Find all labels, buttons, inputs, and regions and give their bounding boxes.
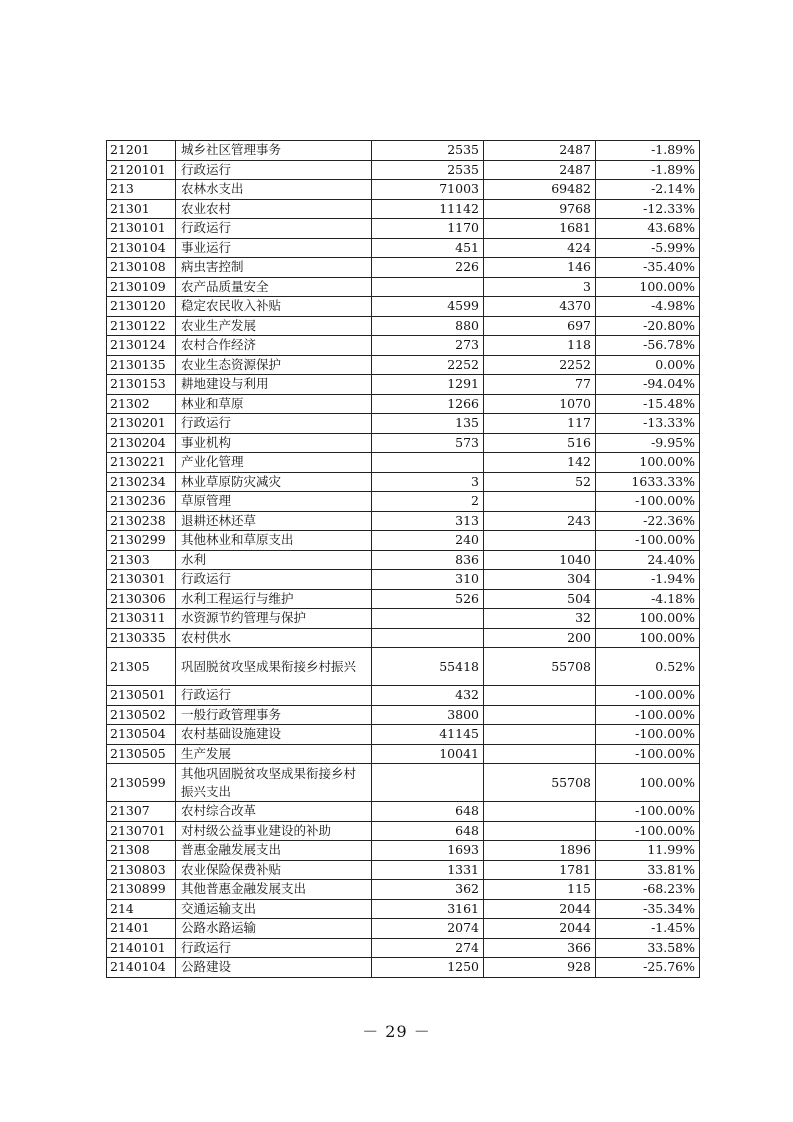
cell-change: -5.99% [596, 238, 700, 258]
table-row [107, 589, 700, 609]
cell-value-a [372, 764, 484, 802]
table-row [107, 705, 700, 725]
table-row [107, 180, 700, 200]
table-row [107, 841, 700, 861]
cell-code: 21305 [107, 648, 176, 686]
cell-value-a: 55418 [372, 648, 484, 686]
cell-code: 2130599 [107, 764, 176, 802]
cell-value-b: 3 [484, 277, 596, 297]
cell-value-b: 697 [484, 316, 596, 336]
cell-value-b: 516 [484, 433, 596, 453]
cell-code: 2130899 [107, 880, 176, 900]
cell-value-a: 3161 [372, 899, 484, 919]
cell-change: 0.00% [596, 355, 700, 375]
cell-change: -100.00% [596, 725, 700, 745]
cell-name: 退耕还林还草 [176, 511, 372, 531]
cell-change: -1.45% [596, 919, 700, 939]
cell-change: -4.18% [596, 589, 700, 609]
cell-name: 农村供水 [176, 628, 372, 648]
cell-value-b [484, 744, 596, 764]
cell-value-b: 928 [484, 958, 596, 978]
cell-value-b [484, 705, 596, 725]
cell-change: -100.00% [596, 531, 700, 551]
cell-code: 2130505 [107, 744, 176, 764]
table-row [107, 550, 700, 570]
cell-name: 稳定农民收入补贴 [176, 297, 372, 317]
table-row [107, 648, 700, 686]
cell-value-a: 10041 [372, 744, 484, 764]
cell-name: 农村基础设施建设 [176, 725, 372, 745]
cell-name: 林业草原防灾减灾 [176, 472, 372, 492]
cell-change: -20.80% [596, 316, 700, 336]
cell-code: 2130120 [107, 297, 176, 317]
cell-change: -1.89% [596, 160, 700, 180]
cell-value-a [372, 453, 484, 473]
table-row [107, 258, 700, 278]
table-row [107, 336, 700, 356]
table-row [107, 238, 700, 258]
table-row [107, 355, 700, 375]
cell-value-b: 9768 [484, 199, 596, 219]
cell-value-b: 115 [484, 880, 596, 900]
cell-change: -1.94% [596, 570, 700, 590]
cell-change: 33.58% [596, 938, 700, 958]
cell-change: 43.68% [596, 219, 700, 239]
cell-value-b: 1896 [484, 841, 596, 861]
cell-change: -56.78% [596, 336, 700, 356]
cell-name: 耕地建设与利用 [176, 375, 372, 395]
cell-value-b: 1681 [484, 219, 596, 239]
cell-value-a: 648 [372, 821, 484, 841]
table-row [107, 899, 700, 919]
cell-value-b: 32 [484, 609, 596, 629]
cell-name: 农业农村 [176, 199, 372, 219]
cell-value-a: 451 [372, 238, 484, 258]
cell-value-b: 2044 [484, 899, 596, 919]
cell-code: 21301 [107, 199, 176, 219]
cell-value-a [372, 609, 484, 629]
cell-code: 213 [107, 180, 176, 200]
cell-name: 城乡社区管理事务 [176, 141, 372, 161]
cell-value-b [484, 802, 596, 822]
cell-value-a [372, 277, 484, 297]
cell-value-a: 240 [372, 531, 484, 551]
table-row [107, 821, 700, 841]
cell-name: 行政运行 [176, 938, 372, 958]
cell-code: 2130104 [107, 238, 176, 258]
cell-value-a: 2535 [372, 141, 484, 161]
cell-name: 行政运行 [176, 219, 372, 239]
cell-code: 2130124 [107, 336, 176, 356]
cell-code: 2130153 [107, 375, 176, 395]
table-row [107, 938, 700, 958]
cell-code: 2130504 [107, 725, 176, 745]
cell-code: 2130221 [107, 453, 176, 473]
cell-code: 21307 [107, 802, 176, 822]
cell-value-a: 1250 [372, 958, 484, 978]
cell-value-b [484, 492, 596, 512]
table-row [107, 686, 700, 706]
cell-code: 2130701 [107, 821, 176, 841]
cell-value-b: 366 [484, 938, 596, 958]
cell-change: -15.48% [596, 394, 700, 414]
cell-value-a: 648 [372, 802, 484, 822]
cell-value-a: 2252 [372, 355, 484, 375]
cell-name: 其他林业和草原支出 [176, 531, 372, 551]
table-row [107, 219, 700, 239]
cell-value-a: 1331 [372, 860, 484, 880]
cell-value-a: 4599 [372, 297, 484, 317]
cell-value-b: 55708 [484, 648, 596, 686]
table-row [107, 297, 700, 317]
cell-value-a: 226 [372, 258, 484, 278]
cell-value-b: 2487 [484, 141, 596, 161]
cell-value-a: 1291 [372, 375, 484, 395]
cell-change: 100.00% [596, 764, 700, 802]
cell-code: 21302 [107, 394, 176, 414]
cell-value-b [484, 821, 596, 841]
cell-value-b: 55708 [484, 764, 596, 802]
table-body [107, 141, 700, 978]
cell-value-b: 504 [484, 589, 596, 609]
cell-code: 21308 [107, 841, 176, 861]
cell-code: 2130306 [107, 589, 176, 609]
cell-code: 21303 [107, 550, 176, 570]
cell-value-b: 142 [484, 453, 596, 473]
cell-name: 农村合作经济 [176, 336, 372, 356]
table-row [107, 628, 700, 648]
cell-name: 行政运行 [176, 414, 372, 434]
cell-value-b [484, 725, 596, 745]
table-row [107, 277, 700, 297]
table-row [107, 453, 700, 473]
cell-code: 2130803 [107, 860, 176, 880]
cell-change: -22.36% [596, 511, 700, 531]
cell-code: 21401 [107, 919, 176, 939]
cell-name: 公路水路运输 [176, 919, 372, 939]
cell-code: 2130204 [107, 433, 176, 453]
cell-name: 其他巩固脱贫攻坚成果衔接乡村振兴支出 [176, 764, 372, 802]
cell-name: 普惠金融发展支出 [176, 841, 372, 861]
cell-change: -25.76% [596, 958, 700, 978]
cell-change: 100.00% [596, 628, 700, 648]
cell-value-b: 2044 [484, 919, 596, 939]
table-row [107, 570, 700, 590]
cell-name: 公路建设 [176, 958, 372, 978]
cell-value-a: 1693 [372, 841, 484, 861]
page-number: － 29 － [362, 1022, 431, 1041]
cell-value-b: 1781 [484, 860, 596, 880]
cell-name: 草原管理 [176, 492, 372, 512]
cell-name: 病虫害控制 [176, 258, 372, 278]
cell-code: 2130122 [107, 316, 176, 336]
table-row [107, 492, 700, 512]
table-row [107, 802, 700, 822]
cell-change: 24.40% [596, 550, 700, 570]
cell-code: 2130238 [107, 511, 176, 531]
cell-code: 2130501 [107, 686, 176, 706]
cell-change: 11.99% [596, 841, 700, 861]
cell-value-a: 71003 [372, 180, 484, 200]
cell-code: 2130109 [107, 277, 176, 297]
table-row [107, 958, 700, 978]
cell-name: 生产发展 [176, 744, 372, 764]
cell-change: -100.00% [596, 744, 700, 764]
cell-name: 行政运行 [176, 686, 372, 706]
cell-change: -94.04% [596, 375, 700, 395]
cell-change: -2.14% [596, 180, 700, 200]
cell-value-a: 274 [372, 938, 484, 958]
cell-value-b: 2487 [484, 160, 596, 180]
cell-name: 农业保险保费补贴 [176, 860, 372, 880]
cell-name: 农业生产发展 [176, 316, 372, 336]
cell-value-a: 880 [372, 316, 484, 336]
cell-value-b: 1070 [484, 394, 596, 414]
cell-change: -35.34% [596, 899, 700, 919]
table-row [107, 160, 700, 180]
cell-code: 2130236 [107, 492, 176, 512]
table-row [107, 725, 700, 745]
table-row [107, 375, 700, 395]
cell-change: -100.00% [596, 802, 700, 822]
cell-change: -68.23% [596, 880, 700, 900]
cell-code: 21201 [107, 141, 176, 161]
cell-code: 2120101 [107, 160, 176, 180]
cell-value-b: 200 [484, 628, 596, 648]
cell-code: 214 [107, 899, 176, 919]
cell-value-a: 836 [372, 550, 484, 570]
cell-value-a: 1266 [372, 394, 484, 414]
table-row [107, 511, 700, 531]
cell-value-b: 304 [484, 570, 596, 590]
table-row [107, 764, 700, 802]
table-row [107, 433, 700, 453]
table-row [107, 199, 700, 219]
cell-name: 水资源节约管理与保护 [176, 609, 372, 629]
cell-name: 农业生态资源保护 [176, 355, 372, 375]
table-row [107, 744, 700, 764]
budget-table [106, 140, 700, 978]
table-row [107, 394, 700, 414]
table-row [107, 609, 700, 629]
cell-value-b: 69482 [484, 180, 596, 200]
cell-value-b: 2252 [484, 355, 596, 375]
table-row [107, 316, 700, 336]
cell-value-a: 3 [372, 472, 484, 492]
cell-code: 2140101 [107, 938, 176, 958]
table-row [107, 880, 700, 900]
cell-code: 2130311 [107, 609, 176, 629]
cell-name: 农林水支出 [176, 180, 372, 200]
cell-value-b: 117 [484, 414, 596, 434]
cell-name: 产业化管理 [176, 453, 372, 473]
cell-change: 1633.33% [596, 472, 700, 492]
table-row [107, 141, 700, 161]
cell-value-b: 77 [484, 375, 596, 395]
cell-change: -100.00% [596, 492, 700, 512]
cell-name: 行政运行 [176, 160, 372, 180]
cell-change: -35.40% [596, 258, 700, 278]
cell-code: 2130299 [107, 531, 176, 551]
cell-name: 事业运行 [176, 238, 372, 258]
cell-change: 0.52% [596, 648, 700, 686]
cell-change: -4.98% [596, 297, 700, 317]
cell-code: 2140104 [107, 958, 176, 978]
cell-change: -12.33% [596, 199, 700, 219]
cell-value-a: 2074 [372, 919, 484, 939]
table-row [107, 531, 700, 551]
cell-code: 2130135 [107, 355, 176, 375]
cell-value-a: 11142 [372, 199, 484, 219]
cell-value-b [484, 686, 596, 706]
cell-code: 2130201 [107, 414, 176, 434]
cell-value-b: 424 [484, 238, 596, 258]
cell-value-a: 310 [372, 570, 484, 590]
cell-name: 水利工程运行与维护 [176, 589, 372, 609]
cell-value-b: 4370 [484, 297, 596, 317]
cell-change: -100.00% [596, 686, 700, 706]
cell-name: 事业机构 [176, 433, 372, 453]
cell-change: 100.00% [596, 453, 700, 473]
cell-name: 农产品质量安全 [176, 277, 372, 297]
cell-code: 2130234 [107, 472, 176, 492]
cell-change: -9.95% [596, 433, 700, 453]
cell-change: 33.81% [596, 860, 700, 880]
cell-value-b: 52 [484, 472, 596, 492]
cell-name: 其他普惠金融发展支出 [176, 880, 372, 900]
cell-change: -100.00% [596, 705, 700, 725]
cell-value-a: 1170 [372, 219, 484, 239]
cell-value-a: 41145 [372, 725, 484, 745]
cell-value-b: 243 [484, 511, 596, 531]
cell-value-a: 313 [372, 511, 484, 531]
cell-value-a: 432 [372, 686, 484, 706]
table-row [107, 860, 700, 880]
cell-value-a: 2 [372, 492, 484, 512]
cell-code: 2130502 [107, 705, 176, 725]
cell-code: 2130301 [107, 570, 176, 590]
cell-change: -100.00% [596, 821, 700, 841]
cell-name: 林业和草原 [176, 394, 372, 414]
cell-change: 100.00% [596, 609, 700, 629]
cell-value-b: 118 [484, 336, 596, 356]
cell-code: 2130335 [107, 628, 176, 648]
cell-value-a: 526 [372, 589, 484, 609]
cell-value-a: 135 [372, 414, 484, 434]
cell-name: 水利 [176, 550, 372, 570]
cell-name: 对村级公益事业建设的补助 [176, 821, 372, 841]
table-row [107, 919, 700, 939]
cell-value-b: 1040 [484, 550, 596, 570]
cell-code: 2130101 [107, 219, 176, 239]
cell-name: 行政运行 [176, 570, 372, 590]
cell-name: 交通运输支出 [176, 899, 372, 919]
cell-value-a: 2535 [372, 160, 484, 180]
cell-value-a: 573 [372, 433, 484, 453]
cell-value-b: 146 [484, 258, 596, 278]
cell-change: 100.00% [596, 277, 700, 297]
cell-value-b [484, 531, 596, 551]
cell-value-a [372, 628, 484, 648]
cell-change: -13.33% [596, 414, 700, 434]
cell-change: -1.89% [596, 141, 700, 161]
cell-name: 巩固脱贫攻坚成果衔接乡村振兴 [176, 648, 372, 686]
cell-value-a: 273 [372, 336, 484, 356]
cell-value-a: 3800 [372, 705, 484, 725]
cell-code: 2130108 [107, 258, 176, 278]
cell-name: 农村综合改革 [176, 802, 372, 822]
table-row [107, 472, 700, 492]
cell-value-a: 362 [372, 880, 484, 900]
cell-name: 一般行政管理事务 [176, 705, 372, 725]
table-row [107, 414, 700, 434]
